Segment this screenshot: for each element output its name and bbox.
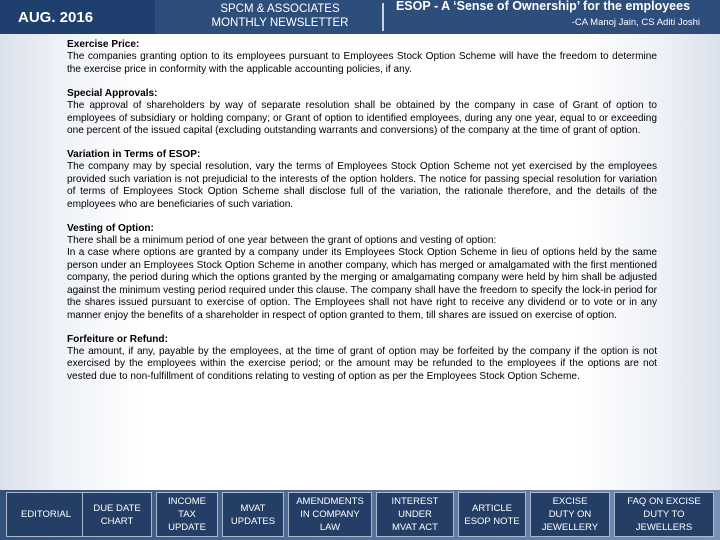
section-exercise-price [67,39,657,76]
issue-date: AUG. 2016 [0,0,155,34]
article-body [0,34,720,490]
nav-mvat-updates-button[interactable]: MVAT UPDATES [222,492,284,537]
header-divider [382,3,384,31]
firm-name: SPCM & ASSOCIATES MONTHLY NEWSLETTER [211,3,349,29]
nav-income-tax-update-button[interactable]: INCOME TAX UPDATE [156,492,218,537]
nav-amendments-company-law-button[interactable]: AMENDMENTS IN COMPANY LAW [288,492,372,537]
section-special-approvals [67,88,657,138]
section-paragraph: The companies granting option to its employees pursuant to Employees Stock Option Scheme will have the freedom to determine the exercise price in conformity with the applicable accounting policies, if any. [67,51,657,75]
nav-excise-duty-jewellery-button[interactable]: EXCISE DUTY ON JEWELLERY [530,492,610,537]
nav-interest-mvat-act-button[interactable]: INTEREST UNDER MVAT ACT [376,492,454,537]
section-paragraph: In a case where options are granted by a company under its Employees Stock Option Scheme in lieu of options held by the same person under an Employees Stock Option Scheme in another company, which has merged or amalgamated with the first mentioned company, the period during which the options granted by the merging or amalgamating company were held by him shall be adjusted against the minimum vesting period required under this clause. The company shall have the freedom to specify the lock-in period for the shares issued pursuant to exercise of option. The Employees shall not have right to receive any dividend or to vote or in any manner enjoy the benefits of a shareholder in respect of option granted to them, till shares are issued on exercise of option. [67,247,657,321]
nav-faq-excise-duty-button[interactable]: FAQ ON EXCISE DUTY TO JEWELLERS [614,492,714,537]
article-title: ESOP - A ‘Sense of Ownership’ for the employees [395,0,691,13]
section-paragraph: The approval of shareholders by way of separate resolution shall be obtained by the company in case of Grant of option to employees of subsidiary or holding company; or Grant of option to identified employees, during any one year, equal to or exceeding one percent of the issued capital (excluding outstanding warrants and conversions) of the company at the time of grant of option. [67,100,657,137]
nav-due-date-chart-button[interactable]: DUE DATE CHART [82,492,152,537]
article-author: -CA Manoj Jain, CS Aditi Joshi [571,17,700,28]
newsletter-header [0,0,720,34]
section-heading: Vesting of Option: [67,222,154,234]
section-heading: Special Approvals: [67,87,158,99]
section-forfeiture-or-refund [67,334,657,384]
nav-editorial-button[interactable]: EDITORIAL [6,492,86,537]
section-variation-in-terms [67,149,657,211]
nav-article-esop-note-button[interactable]: ARTICLE ESOP NOTE [458,492,526,537]
navigation-bar [0,490,720,540]
section-heading: Forfeiture or Refund: [67,333,168,345]
section-vesting-of-option [67,223,657,322]
section-heading: Exercise Price: [67,39,140,50]
section-paragraph: There shall be a minimum period of one year between the grant of options and vesting of option: [67,235,497,247]
section-paragraph: The company may by special resolution, vary the terms of Employees Stock Option Scheme not yet exercised by the employees provided such variation is not prejudicial to the interests of the option holders. The notice for passing special resolution for variation of terms of Employees Stock Option Scheme shall disclose full of the variation, the rationale therefore, and the details of the employees who are beneficiaries of such variation. [67,161,657,210]
article-text [67,39,657,395]
section-heading: Variation in Terms of ESOP: [67,149,201,161]
section-paragraph: The amount, if any, payable by the employees, at the time of grant of option may be forfeited by the company if the option is not exercised by the employees within the exercise period; or the amount may be refunded to the employees if the options are not vested due to non-fulfillment of conditions relating to vesting of option as per the Employees Stock Option Scheme. [67,345,657,382]
